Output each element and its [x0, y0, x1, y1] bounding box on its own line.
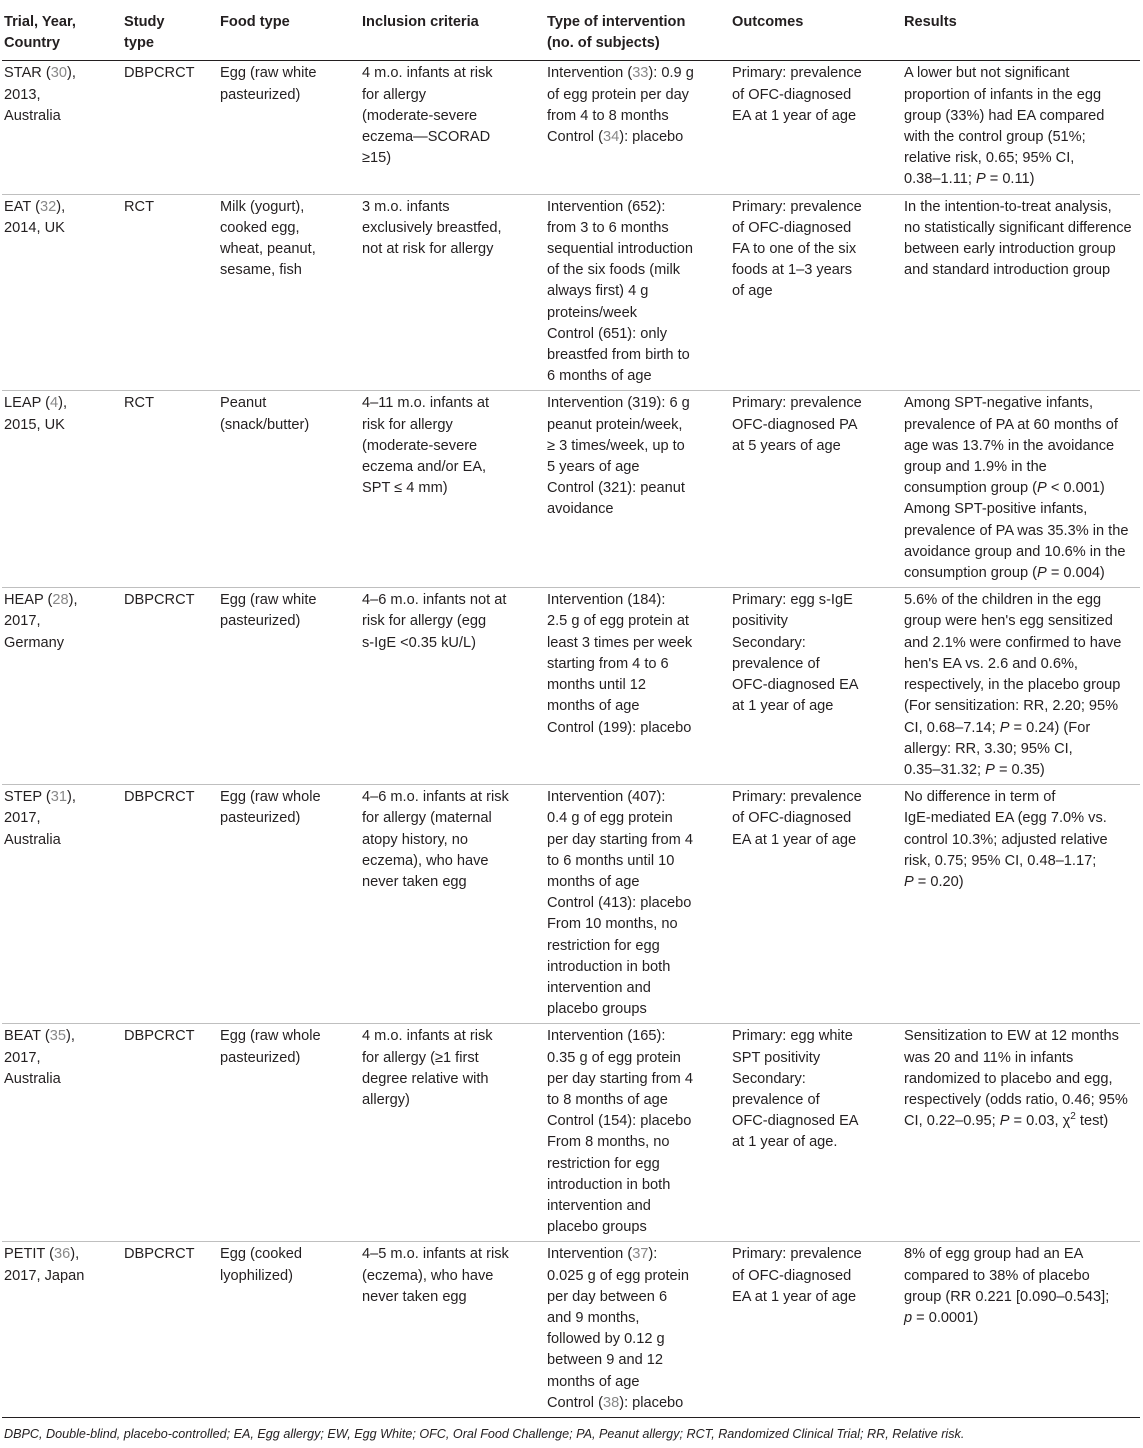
intervention-cell: Intervention (33): 0.9 g of egg protein per day from 4 to 8 months Control (34): placebo: [545, 61, 730, 194]
reference-link[interactable]: 34: [602, 129, 620, 146]
header-intervention: Type of intervention (no. of subjects): [545, 8, 730, 61]
outcomes-cell: Primary: prevalence OFC-diagnosed PA at 5 years of age: [730, 391, 902, 588]
results-cell: In the intention-to-treat analysis, no statistically significant difference between early introduction group and standard introduction group: [902, 194, 1140, 391]
table-row: [2, 61, 1140, 194]
food-type-cell: Egg (raw white pasteurized): [218, 61, 360, 194]
study-type-cell: DBPCRCT: [122, 61, 218, 194]
reference-link[interactable]: 32: [39, 198, 57, 215]
intervention-cell: Intervention (407): 0.4 g of egg protein per day starting from 4 to 6 months until 10 months of age Control (413): placebo From 10 months, no restriction for egg introduction in both intervention and placebo groups: [545, 785, 730, 1024]
study-type-cell: DBPCRCT: [122, 588, 218, 785]
food-type-cell: Peanut (snack/butter): [218, 391, 360, 588]
intervention-cell: Intervention (319): 6 g peanut protein/week, ≥ 3 times/week, up to 5 years of age Control (321): peanut avoidance: [545, 391, 730, 588]
trial-cell: STAR (30), 2013, Australia: [2, 61, 122, 194]
food-type-cell: Egg (cooked lyophilized): [218, 1242, 360, 1418]
header-food-type: Food type: [218, 8, 360, 61]
reference-link[interactable]: 38: [602, 1394, 620, 1411]
intervention-cell: Intervention (184): 2.5 g of egg protein at least 3 times per week starting from 4 to 6 months until 12 months of age Control (199): placebo: [545, 588, 730, 785]
reference-link[interactable]: 28: [52, 592, 69, 609]
inclusion-cell: 4–6 m.o. infants at risk for allergy (maternal atopy history, no eczema), who have never taken egg: [360, 785, 545, 1024]
food-type-cell: Egg (raw whole pasteurized): [218, 785, 360, 1024]
reference-link[interactable]: 35: [49, 1028, 66, 1045]
trial-cell: LEAP (4), 2015, UK: [2, 391, 122, 588]
results-cell: A lower but not significant proportion of infants in the egg group (33%) had EA compared with the control group (51%; relative risk, 0.65; 95% CI, 0.38–1.11; P = 0.11): [902, 61, 1140, 194]
inclusion-cell: 4 m.o. infants at risk for allergy (moderate-severe eczema—SCORAD ≥15): [360, 61, 545, 194]
table-row: [2, 588, 1140, 785]
trial-cell: BEAT (35), 2017, Australia: [2, 1024, 122, 1242]
trial-cell: HEAP (28), 2017, Germany: [2, 588, 122, 785]
header-study-type: Study type: [122, 8, 218, 61]
table-row: [2, 391, 1140, 588]
trial-cell: STEP (31), 2017, Australia: [2, 785, 122, 1024]
outcomes-cell: Primary: egg s-IgE positivity Secondary: prevalence of OFC-diagnosed EA at 1 year of age: [730, 588, 902, 785]
trial-cell: EAT (32), 2014, UK: [2, 194, 122, 391]
header-inclusion: Inclusion criteria: [360, 8, 545, 61]
header-results: Results: [902, 8, 1140, 61]
food-type-cell: Egg (raw white pasteurized): [218, 588, 360, 785]
inclusion-cell: 4–6 m.o. infants not at risk for allergy (egg s-IgE <0.35 kU/L): [360, 588, 545, 785]
intervention-cell: Intervention (37): 0.025 g of egg protein per day between 6 and 9 months, followed by 0.12 g between 9 and 12 months of age Control (38): placebo: [545, 1242, 730, 1418]
inclusion-cell: 4–11 m.o. infants at risk for allergy (moderate-severe eczema and/or EA, SPT ≤ 4 mm): [360, 391, 545, 588]
trials-table: [2, 8, 1140, 1418]
header-outcomes: Outcomes: [730, 8, 902, 61]
reference-link[interactable]: 4: [49, 395, 59, 412]
table-row: [2, 1242, 1140, 1418]
food-type-cell: Egg (raw whole pasteurized): [218, 1024, 360, 1242]
table-row: [2, 1024, 1140, 1242]
table-footnote: DBPC, Double-blind, placebo-controlled; EA, Egg allergy; EW, Egg White; OFC, Oral Food Challenge; PA, Peanut allergy; RCT, Randomized Clinical Trial; RR, Relative risk.: [4, 1427, 965, 1441]
results-cell: Sensitization to EW at 12 months was 20 and 11% in infants randomized to placebo and egg, respectively (odds ratio, 0.46; 95% CI, 0.22–0.95; P = 0.03, $\chi^2$ test): [902, 1024, 1140, 1242]
intervention-cell: Intervention (165): 0.35 g of egg protein per day starting from 4 to 8 months of age Control (154): placebo From 8 months, no restriction for egg introduction in both intervention and placebo groups: [545, 1024, 730, 1242]
results-cell: 8% of egg group had an EA compared to 38% of placebo group (RR 0.221 [0.090–0.543]; p = 0.0001): [902, 1242, 1140, 1418]
study-type-cell: DBPCRCT: [122, 1024, 218, 1242]
reference-link[interactable]: 36: [54, 1246, 71, 1263]
header-row: [2, 8, 1140, 61]
table-row: [2, 785, 1140, 1024]
study-type-cell: DBPCRCT: [122, 785, 218, 1024]
study-type-cell: DBPCRCT: [122, 1242, 218, 1418]
results-cell: Among SPT-negative infants, prevalence of PA at 60 months of age was 13.7% in the avoidance group and 1.9% in the consumption group (P < 0.001) Among SPT-positive infants, prevalence of PA was 35.3% in the avoidance group and 10.6% in the consumption group (P = 0.004): [902, 391, 1140, 588]
reference-link[interactable]: 37: [632, 1246, 649, 1263]
outcomes-cell: Primary: prevalence of OFC-diagnosed EA at 1 year of age: [730, 1242, 902, 1418]
reference-link[interactable]: 33: [632, 65, 649, 82]
inclusion-cell: 4–5 m.o. infants at risk (eczema), who have never taken egg: [360, 1242, 545, 1418]
study-type-cell: RCT: [122, 391, 218, 588]
results-cell: No difference in term of IgE-mediated EA (egg 7.0% vs. control 10.3%; adjusted relative risk, 0.75; 95% CI, 0.48–1.17; P = 0.20): [902, 785, 1140, 1024]
study-type-cell: RCT: [122, 194, 218, 391]
table-row: [2, 194, 1140, 391]
inclusion-cell: 4 m.o. infants at risk for allergy (≥1 first degree relative with allergy): [360, 1024, 545, 1242]
reference-link[interactable]: 31: [50, 789, 68, 806]
intervention-cell: Intervention (652): from 3 to 6 months sequential introduction of the six foods (milk always first) 4 g proteins/week Control (651): only breastfed from birth to 6 months of age: [545, 194, 730, 391]
trial-cell: PETIT (36), 2017, Japan: [2, 1242, 122, 1418]
outcomes-cell: Primary: prevalence of OFC-diagnosed EA at 1 year of age: [730, 785, 902, 1024]
header-trial: Trial, Year, Country: [2, 8, 122, 61]
results-cell: 5.6% of the children in the egg group were hen's egg sensitized and 2.1% were confirmed to have hen's EA vs. 2.6 and 0.6%, respectively, in the placebo group (For sensitization: RR, 2.20; 95% CI, 0.68–7.14; P = 0.24) (For allergy: RR, 3.30; 95% CI, 0.35–31.32; P = 0.35): [902, 588, 1140, 785]
food-type-cell: Milk (yogurt), cooked egg, wheat, peanut, sesame, fish: [218, 194, 360, 391]
outcomes-cell: Primary: prevalence of OFC-diagnosed EA at 1 year of age: [730, 61, 902, 194]
inclusion-cell: 3 m.o. infants exclusively breastfed, not at risk for allergy: [360, 194, 545, 391]
outcomes-cell: Primary: egg white SPT positivity Secondary: prevalence of OFC-diagnosed EA at 1 year of age.: [730, 1024, 902, 1242]
reference-link[interactable]: 30: [50, 65, 67, 82]
outcomes-cell: Primary: prevalence of OFC-diagnosed FA to one of the six foods at 1–3 years of age: [730, 194, 902, 391]
